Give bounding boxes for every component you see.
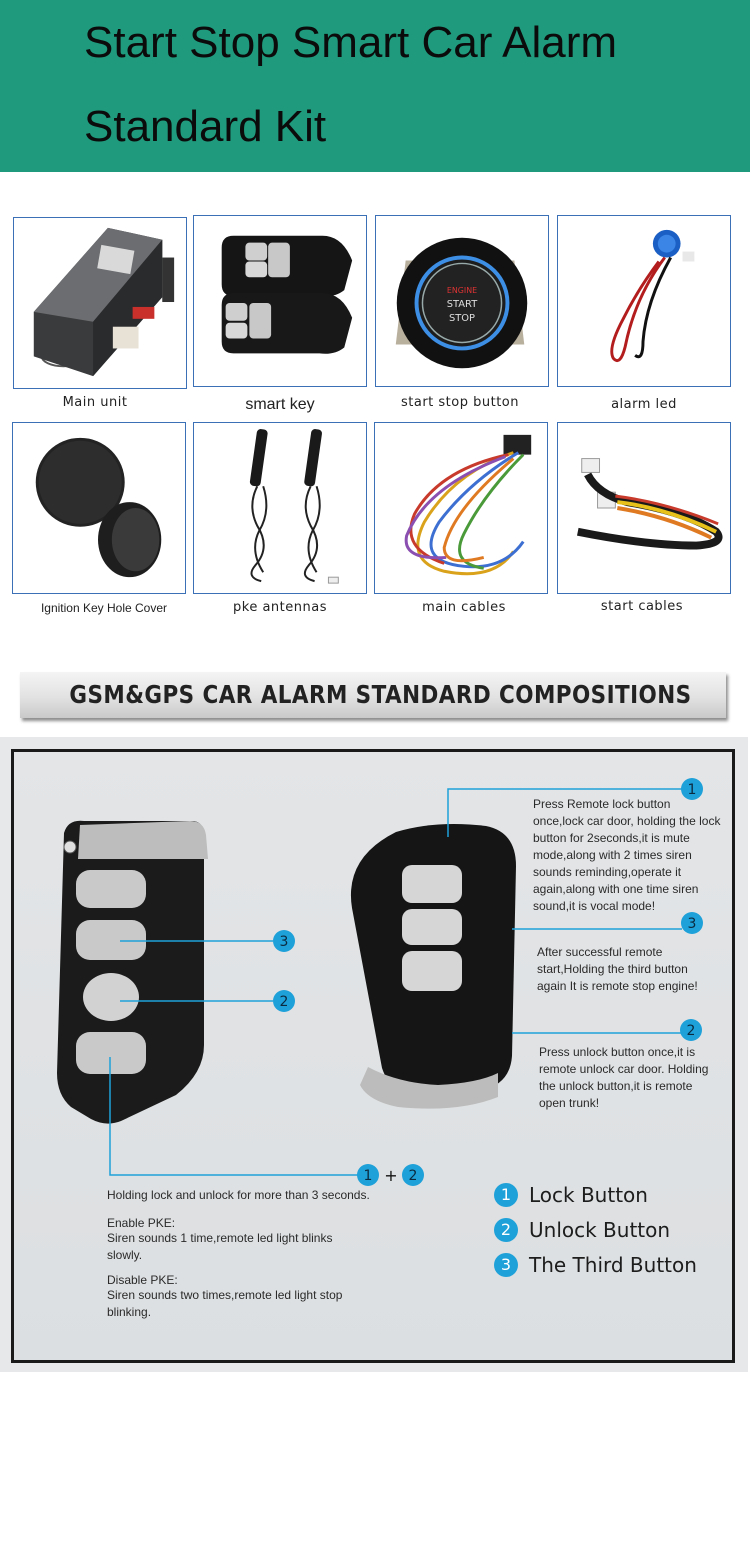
smart-key-remote-image bbox=[351, 824, 516, 1109]
kit-label-start-stop-button: start stop button bbox=[401, 395, 519, 410]
alarm-led-card bbox=[557, 215, 731, 387]
legend-third-button bbox=[494, 1252, 697, 1278]
kit-label-main-cables: main cables bbox=[422, 600, 506, 615]
kit-label-main-unit: Main unit bbox=[62, 395, 128, 410]
legend-num-1: 1 bbox=[494, 1183, 518, 1207]
compositions-banner-text: GSM&GPS CAR ALARM STANDARD COMPOSITIONS bbox=[69, 680, 692, 709]
marker-third-left: 3 bbox=[279, 934, 289, 950]
hold-lock-unlock-text: Holding lock and unlock for more than 3 seconds. bbox=[107, 1188, 370, 1202]
legend-lock-button bbox=[494, 1182, 648, 1208]
legend-num-3: 3 bbox=[494, 1253, 518, 1277]
legend-label-third: The Third Button bbox=[529, 1253, 697, 1277]
start-cables-image bbox=[558, 423, 730, 593]
marker-combo-one: 1 bbox=[363, 1168, 373, 1184]
marker-combo-plus: + bbox=[384, 1166, 398, 1185]
kit-label-alarm-led: alarm led bbox=[611, 397, 677, 412]
main-cables-image bbox=[375, 423, 547, 593]
disable-pke-text: Siren sounds two times,remote led light stop blinking. bbox=[107, 1288, 343, 1319]
callout-lock-text: Press Remote lock button once,lock car door, holding the lock button for 2seconds,it is mute mode,along with 2 times siren sounds reminding,operate it again,along with one time siren sound,it is vocal mode! bbox=[533, 797, 721, 913]
button-text-stop: STOP bbox=[448, 312, 476, 324]
enable-pke-title: Enable PKE: bbox=[107, 1216, 176, 1230]
legend-label-unlock: Unlock Button bbox=[529, 1218, 671, 1242]
key-hole-cover-image bbox=[13, 423, 185, 593]
main-cables-card bbox=[374, 422, 548, 594]
button-text-start: START bbox=[446, 298, 478, 310]
smart-key-card bbox=[193, 215, 367, 387]
kit-label-start-cables: start cables bbox=[600, 599, 684, 614]
callout-third-text: After successful remote start,Holding the third button again It is remote stop engine! bbox=[537, 945, 698, 993]
start-stop-button-image bbox=[376, 216, 548, 386]
callout-unlock-text: Press unlock button once,it is remote unlock car door. Holding the unlock button,it is remote open trunk! bbox=[539, 1045, 709, 1110]
kit-label-smart-key: smart key bbox=[245, 396, 315, 413]
flip-key-remote-image bbox=[57, 821, 208, 1124]
start-cables-card bbox=[557, 422, 731, 594]
pke-antenna-card bbox=[193, 422, 367, 594]
main-unit-image bbox=[14, 218, 186, 388]
marker-unlock-right: 2 bbox=[686, 1023, 696, 1039]
page-title-line-1: Start Stop Smart Car Alarm bbox=[84, 18, 618, 67]
main-unit-card bbox=[13, 217, 187, 389]
marker-lock-top: 1 bbox=[687, 782, 697, 798]
compositions-banner bbox=[20, 672, 726, 718]
page-title-line-2: Standard Kit bbox=[84, 102, 327, 151]
disable-pke-title: Disable PKE: bbox=[107, 1273, 178, 1287]
header-banner bbox=[0, 0, 750, 172]
alarm-led-image bbox=[558, 216, 730, 386]
marker-third-right: 3 bbox=[687, 916, 697, 932]
marker-unlock-left: 2 bbox=[279, 994, 289, 1010]
start-stop-button-card bbox=[375, 215, 549, 387]
kit-label-key-hole-cover: Ignition Key Hole Cover bbox=[40, 601, 168, 615]
legend-num-2: 2 bbox=[494, 1218, 518, 1242]
marker-combo-two: 2 bbox=[408, 1168, 418, 1184]
key-hole-cover-card bbox=[12, 422, 186, 594]
legend-label-lock: Lock Button bbox=[529, 1183, 648, 1207]
smart-key-image bbox=[194, 216, 366, 386]
enable-pke-text: Siren sounds 1 time,remote led light blinks slowly. bbox=[107, 1231, 333, 1262]
legend-unlock-button bbox=[494, 1217, 670, 1243]
kit-label-pke-antennas: pke antennas bbox=[233, 600, 327, 615]
pke-antenna-image bbox=[194, 423, 366, 593]
button-text-engine: ENGINE bbox=[446, 286, 478, 296]
